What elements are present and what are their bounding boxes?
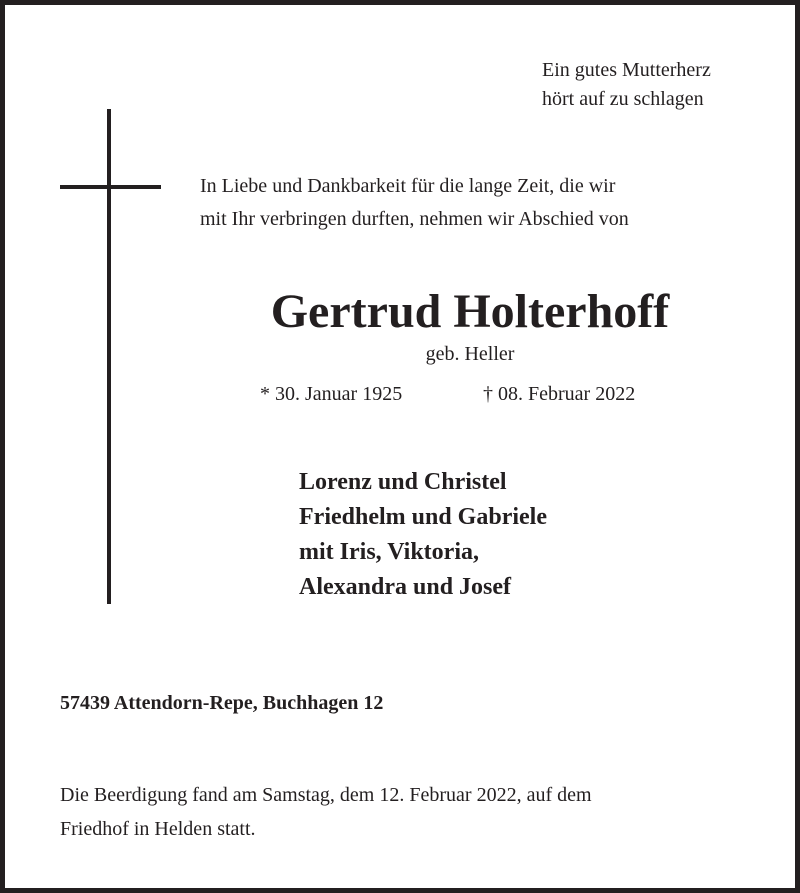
funeral-line-2: Friedhof in Helden statt.: [60, 818, 256, 840]
cross-horizontal-bar: [60, 185, 161, 189]
mourner-line-3: mit Iris, Viktoria,: [299, 539, 479, 565]
maiden-name: geb. Heller: [425, 343, 515, 365]
motto-line-1: Ein gutes Mutterherz: [542, 59, 711, 81]
intro-text: [200, 170, 629, 236]
funeral-line-1: Die Beerdigung fand am Samstag, dem 12. Februar 2022, auf dem: [60, 784, 592, 806]
motto-line-2: hört auf zu schlagen: [542, 88, 704, 110]
family-address: 57439 Attendorn-Repe, Buchhagen 12: [60, 692, 384, 714]
birth-date: * 30. Januar 1925: [260, 383, 403, 405]
mourner-line-4: Alexandra und Josef: [299, 574, 512, 600]
mourner-line-2: Friedhelm und Gabriele: [299, 504, 547, 530]
mourners-list: [299, 465, 547, 605]
funeral-notice: [60, 778, 592, 846]
deceased-name: Gertrud Holterhoff: [270, 285, 670, 338]
mourner-line-1: Lorenz und Christel: [299, 469, 507, 495]
death-date: † 08. Februar 2022: [483, 383, 636, 405]
motto: [542, 56, 711, 114]
intro-line-2: mit Ihr verbringen durften, nehmen wir Abschied von: [200, 208, 629, 230]
intro-line-1: In Liebe und Dankbarkeit für die lange Zeit, die wir: [200, 175, 616, 197]
